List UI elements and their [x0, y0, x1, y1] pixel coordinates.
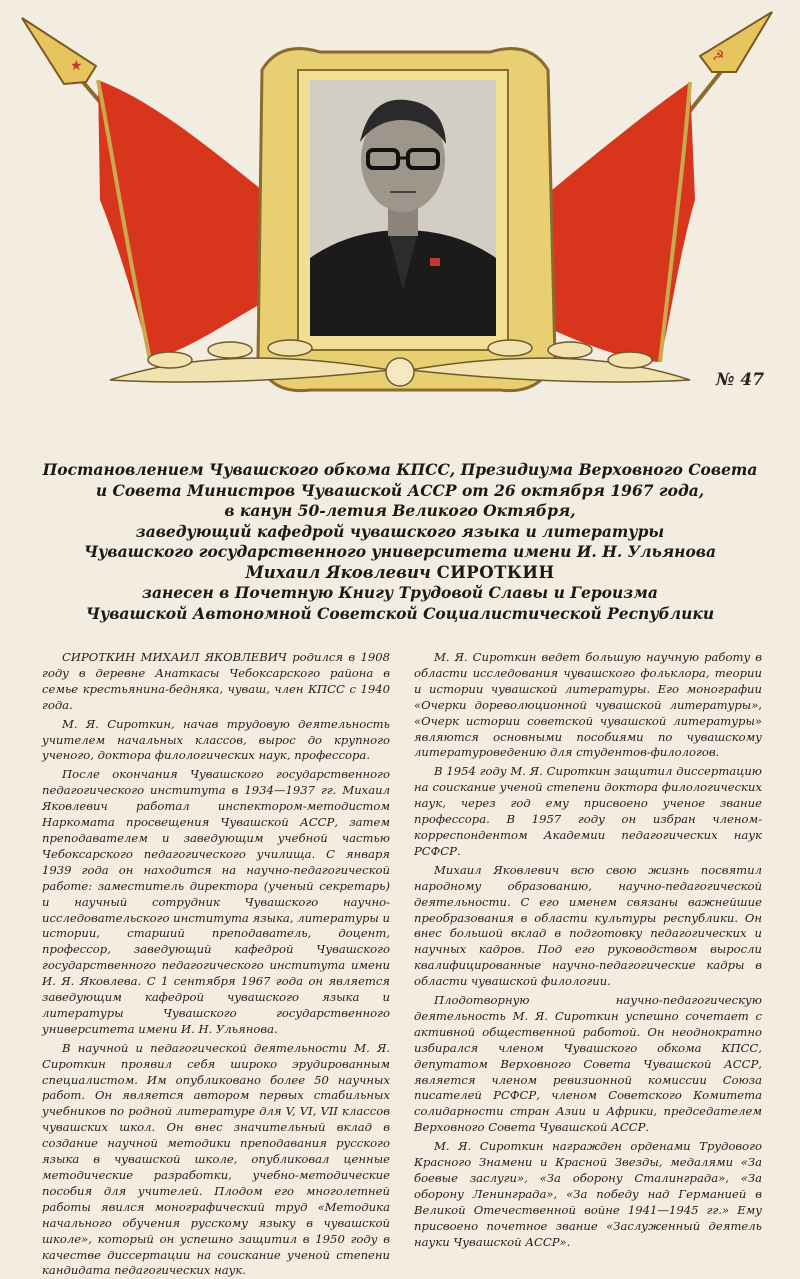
biography-paragraph: Плодотворную научно-педагогическую деятельность М. Я. Сироткин успешно сочетает с активной общественной работой. Он неоднократно избирался членом Чувашского обкома КПСС, депутатом Верховного Совета Чувашской АССР, является членом ревизионной комиссии Союза писателей РСФСР, членом Советского Комитета солидарности стран Азии и Африки, председателем Верховного Совета Чувашской АССР.: [414, 993, 762, 1135]
decree-line: Чувашского государственного университета имени И. Н. Ульянова: [83, 542, 717, 561]
decree-line: и Совета Министров Чувашской АССР от 26 октября 1967 года,: [95, 480, 705, 500]
svg-text:☭: ☭: [712, 48, 725, 64]
svg-text:★: ★: [70, 58, 83, 74]
biography-paragraph: Михаил Яковлевич всю свою жизнь посвятил народному образованию, научно-педагогической деятельности. С его именем связаны важнейшие преобразования в области культуры республики. Он внес большой вклад в подготовку педагогических и научных кадров. Под его руководством выросли квалифицированные научно-педагогические кадры в области чувашской филологии.: [414, 862, 762, 989]
biography-paragraph: СИРОТКИН МИХАИЛ ЯКОВЛЕВИЧ родился в 1908 году в деревне Анаткасы Чебоксарского района в семье крестьянина-бедняка, чуваш, член КПСС с 1940 года.: [42, 650, 390, 712]
honoree-first-name: Михаил Яковлевич: [245, 562, 431, 582]
portrait-photo: [310, 80, 496, 336]
decree-line: занесен в Почетную Книгу Трудовой Славы и Героизма: [142, 583, 658, 602]
decree-heading: [40, 460, 760, 624]
biography-paragraph: М. Я. Сироткин награжден орденами Трудового Красного Знамени и Красной Звезды, медалями «За боевые заслуги», «За оборону Сталинграда», «За оборону Ленинграда», «За победу над Германией в Великой Отечественной войне 1941—1945 гг.» Ему присвоено почетное звание «Заслуженный деятель науки Чувашской АССР».: [414, 1139, 762, 1249]
decree-line: в канун 50-летия Великого Октября,: [224, 501, 576, 520]
biography-paragraph: В 1954 году М. Я. Сироткин защитил диссертацию на соискание ученой степени доктора филологических наук, через год ему присвоено ученое звание профессора. В 1957 году он избран членом-корреспондентом Академии педагогических наук РСФСР.: [414, 764, 762, 858]
decree-line: Чувашской Автономной Советской Социалистической Республики: [85, 603, 715, 623]
biography-right-column: [414, 650, 762, 1249]
biography-paragraph: После окончания Чувашского государственного педагогического института в 1934—1937 гг. Михаил Яковлевич работал инспектором-методистом Наркомата просвещения Чувашской АССР, затем преподавателем и заведующим учебной частью Чебоксарского педагогического училища. С января 1939 года он находится на научно-педагогической работе: заместитель директора (ученый секретарь) и научный сотрудник Чувашского научно-исследовательского института языка, литературы и истории, старший преподаватель, доцент, профессор, заведующий кафедрой Чувашского государственного педагогического института имени И. Я. Яковлева. С 1 сентября 1967 года он является заведующим кафедрой чувашского языка и литературы Чувашского государственного университета имени И. Н. Ульянова.: [42, 767, 390, 1036]
biography-paragraph: М. Я. Сироткин, начав трудовую деятельность учителем начальных классов, вырос до крупного ученого, доктора филологических наук, профессора.: [42, 716, 390, 763]
decree-line: заведующий кафедрой чувашского языка и литературы: [135, 521, 665, 541]
page-number-label: № 47: [716, 370, 765, 390]
biography: [42, 650, 762, 1278]
biography-paragraph: В научной и педагогической деятельности М. Я. Сироткин проявил себя широко эрудированным специалистом. Им опубликовано более 50 научных работ. Он является автором первых стабильных учебников по родной литературе для V, VI, VII классов чувашских школ. Он внес значительный вклад в создание научной методики преподавания русского языка в чувашской школе, опубликовал ценные методические разработки, учебно-методические пособия для учителей. Плодом его многолетней работы явился монографический труд «Методика начального обучения русскому языку в чувашской школе», который он успешно защитил в 1950 году в качестве диссертации на соискание ученой степени кандидата педагогических наук.: [42, 1040, 390, 1278]
honoree-surname: СИРОТКИН: [436, 562, 555, 582]
biography-paragraph: М. Я. Сироткин ведет большую научную работу в области исследования чувашского фольклора, теории и истории чувашской литературы. Его монографии «Очерки дореволюционной чувашской литературы», «Очерк истории советской чувашской литературы» являются основными пособиями по чувашскому литературоведению для студентов-филологов.: [414, 650, 762, 760]
biography-left-column: [42, 650, 390, 1278]
decree-line: Постановлением Чувашского обкома КПСС, Президиума Верховного Совета: [42, 460, 758, 479]
honoree-name: [40, 563, 760, 584]
